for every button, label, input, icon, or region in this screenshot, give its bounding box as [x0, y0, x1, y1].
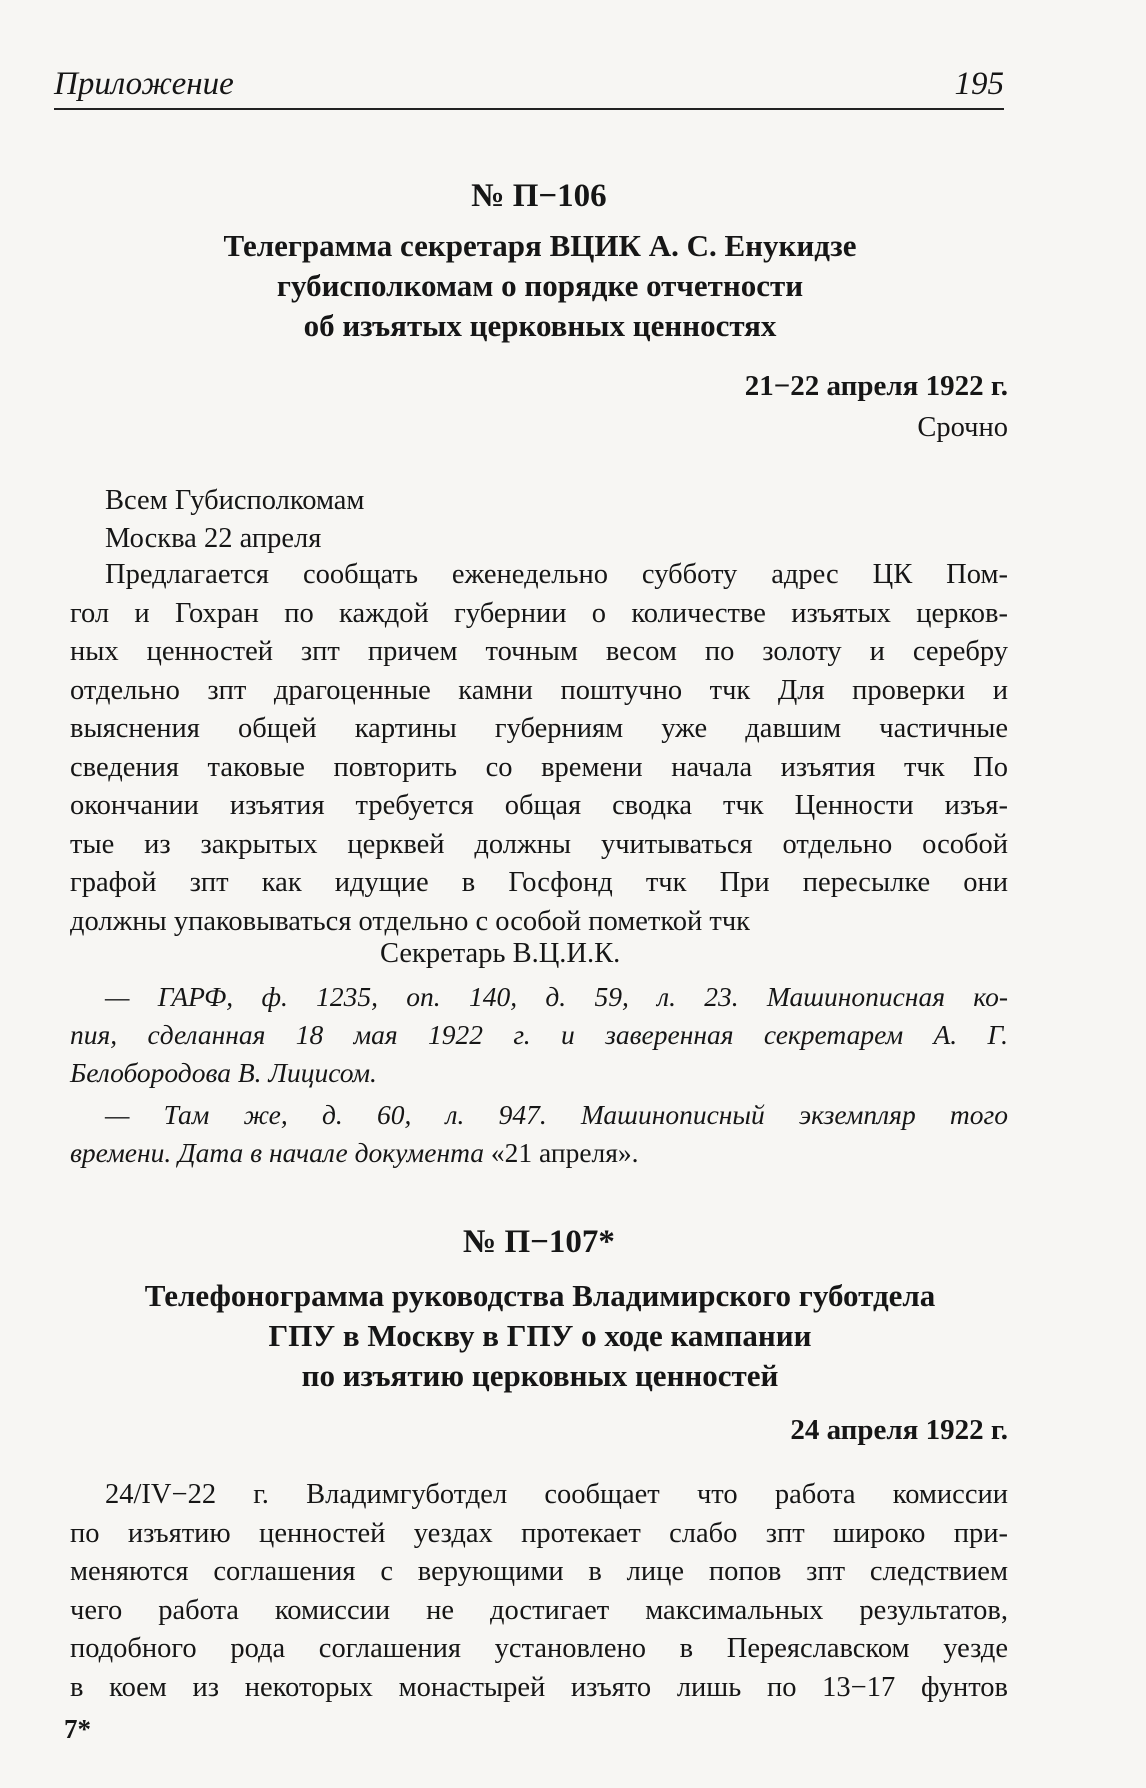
body-line: должны упаковываться отдельно с особой пометкой тчк	[70, 905, 751, 937]
body-line: отдельно зпт драгоценные камни поштучно тчк Для проверки и	[70, 674, 1008, 706]
doc1-signature: Секретарь В.Ц.И.К.	[380, 938, 621, 969]
address-line: Всем Губисполкомам	[105, 485, 365, 516]
section-title: Приложение	[54, 66, 234, 102]
doc1-title-line: об изъятых церковных ценностях	[303, 308, 777, 343]
body-line: по изъятию ценностей уездах протекает слабо зпт широко при-	[70, 1517, 1008, 1549]
note-date-quote: «21 апреля».	[490, 1137, 639, 1168]
body-line: в коем из некоторых монастырей изъято лишь по 13−17 фунтов	[70, 1671, 1008, 1703]
doc2-number: № П−107*	[463, 1224, 615, 1260]
doc1-title-line: Телеграмма секретаря ВЦИК А. С. Енукидзе	[223, 228, 857, 263]
running-header	[54, 66, 1004, 110]
note-line: — Там же, д. 60, л. 947. Машинописный экземпляр того	[105, 1099, 1008, 1130]
body-line: гол и Гохран по каждой губернии о количестве изъятых церков-	[70, 597, 1008, 629]
doc1-body	[70, 556, 1008, 941]
body-line: графой зпт как идущие в Госфонд тчк При пересылке они	[70, 867, 1008, 898]
doc2-title-line: по изъятию церковных ценностей	[301, 1358, 779, 1393]
body-line: выяснения общей картины губерниям уже давшим частичные	[70, 713, 1008, 744]
doc1-archive-note	[70, 978, 1008, 1092]
doc2-body	[70, 1476, 1008, 1707]
body-line: сведения таковые повторить со времени начала изъятия тчк По	[70, 751, 1008, 783]
doc1-title	[60, 226, 1020, 346]
doc2-title	[60, 1276, 1020, 1396]
body-line: подобного рода соглашения установлено в Переяславском уезде	[70, 1633, 1008, 1664]
doc1-title-line: губисполкомам о порядке отчетности	[276, 268, 804, 303]
doc2-title-line: Телефонограмма руководства Владимирского губотдела	[144, 1278, 936, 1313]
note-line: Белобородова В. Лицисом.	[70, 1057, 377, 1088]
body-line: тые из закрытых церквей должны учитываться отдельно особой	[70, 828, 1008, 860]
doc2-date: 24 апреля 1922 г.	[790, 1414, 1008, 1446]
doc2-title-line: ГПУ в Москву в ГПУ о ходе кампании	[268, 1318, 812, 1353]
body-line: меняются соглашения с верующими в лице попов зпт следствием	[70, 1556, 1008, 1587]
doc1-number: № П−106	[471, 178, 607, 214]
note-line-with-date	[70, 1134, 1008, 1172]
body-line: Предлагается сообщать еженедельно субботу адрес ЦК Пом-	[105, 559, 1008, 590]
body-line: окончании изъятия требуется общая сводка тчк Ценности изъя-	[70, 790, 1008, 821]
body-line: чего работа комиссии не достигает максимальных результатов,	[70, 1594, 1008, 1626]
address-line: Москва 22 апреля	[105, 523, 322, 554]
note-line: — ГАРФ, ф. 1235, оп. 140, д. 59, л. 23. Машинописная ко-	[105, 981, 1008, 1012]
doc1-urgency: Срочно	[917, 412, 1008, 443]
doc1-address	[105, 482, 1043, 558]
body-line: ных ценностей зпт причем точным весом по золоту и серебру	[70, 636, 1008, 667]
page-number: 195	[954, 66, 1004, 102]
note-line: пия, сделанная 18 мая 1922 г. и заверенная секретарем А. Г.	[70, 1019, 1008, 1050]
doc1-date: 21−22 апреля 1922 г.	[744, 370, 1008, 402]
note-line: времени. Дата в начале документа	[70, 1137, 485, 1168]
signature-mark: 7*	[64, 1714, 91, 1744]
body-line: 24/IV−22 г. Владимгуботдел сообщает что работа комиссии	[105, 1479, 1008, 1510]
doc1-archive-note-2	[70, 1096, 1008, 1172]
